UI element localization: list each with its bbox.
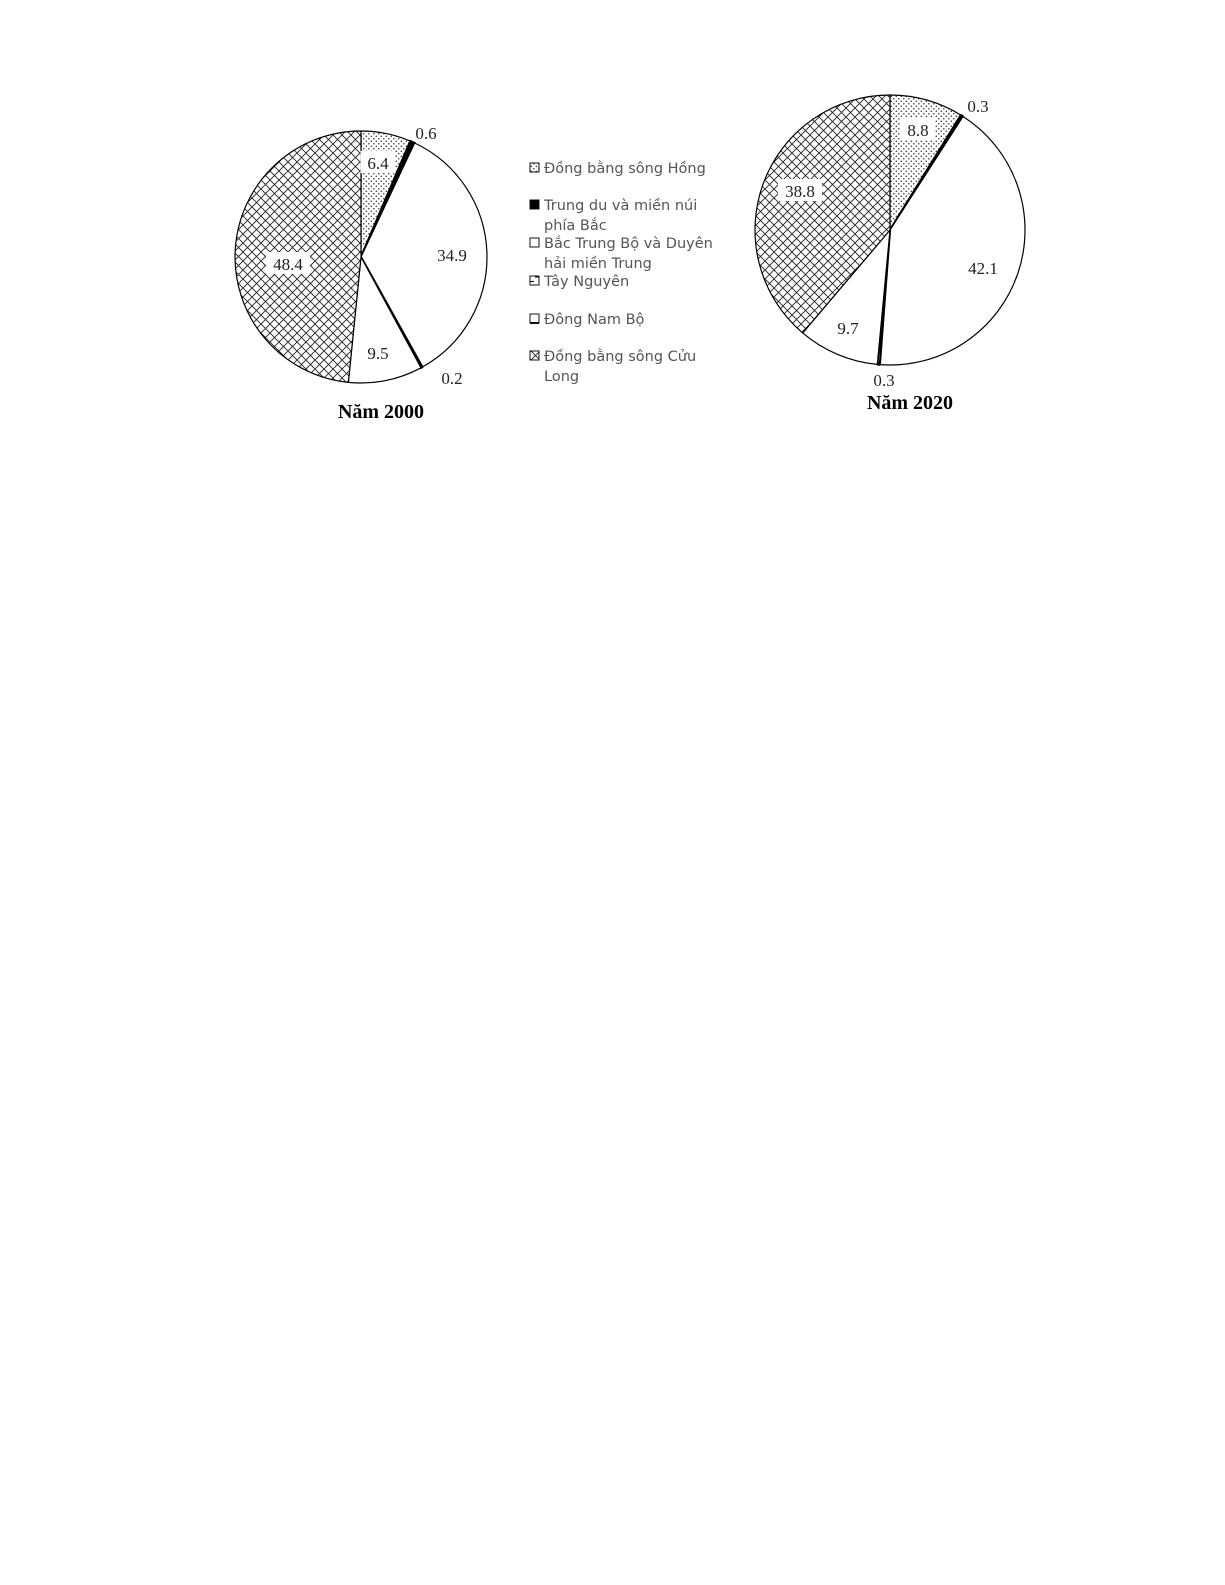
legend-swatch-dbscl xyxy=(530,351,539,360)
pie-0-value-label-dbsh: 6.4 xyxy=(367,154,389,173)
legend-swatch-dbsh xyxy=(530,163,539,172)
legend-item-dbsh xyxy=(530,160,706,177)
pie-1-value-label-dbsh: 8.8 xyxy=(907,121,929,140)
pie-0-value-label-tdmn: 0.6 xyxy=(415,124,437,143)
legend-item-dbscl xyxy=(530,348,696,385)
pie-1 xyxy=(755,95,1025,414)
pie-0-value-label-dnb: 9.5 xyxy=(367,344,389,363)
legend-label-tdmn-line-0: Trung du và miền núi xyxy=(544,198,698,214)
legend-label-dbsh-line-0: Đồng bằng sông Hồng xyxy=(544,161,706,177)
legend-label-dbscl-line-1: Long xyxy=(544,369,580,385)
legend-label-dbscl-line-0: Đồng bằng sông Cửu xyxy=(544,349,697,365)
pie-1-value-label-tn: 0.3 xyxy=(873,371,895,390)
legend-swatch-tdmn xyxy=(530,200,539,209)
legend-label-tn-line-0: Tây Nguyên xyxy=(544,274,630,290)
pie-1-title: Năm 2020 xyxy=(866,392,954,414)
legend-item-tdmn xyxy=(530,197,697,234)
legend-label-btb-line-1: hải miền Trung xyxy=(544,256,652,272)
pie-0-value-label-tn: 0.2 xyxy=(441,369,463,388)
pie-1-value-label-btb: 42.1 xyxy=(968,259,998,278)
legend-label-tdmn-line-1: phía Bắc xyxy=(544,218,607,234)
legend-label-dnb-line-0: Đông Nam Bộ xyxy=(544,312,645,328)
pie-0-value-label-btb: 34.9 xyxy=(437,246,467,265)
pie-0-title: Năm 2000 xyxy=(337,401,425,423)
pie-1-value-label-tdmn: 0.3 xyxy=(967,97,989,116)
pie-1-value-label-dnb: 9.7 xyxy=(837,319,859,338)
pie-0 xyxy=(235,124,487,423)
legend-swatch-dnb xyxy=(530,314,539,323)
legend-item-btb xyxy=(530,235,713,272)
pie-chart-figure xyxy=(0,0,1225,470)
legend-item-tn xyxy=(530,274,629,290)
legend-item-dnb xyxy=(530,312,645,328)
pie-chart-svg xyxy=(0,0,1225,470)
legend-swatch-tn xyxy=(530,276,539,285)
legend-label-btb-line-0: Bắc Trung Bộ và Duyên xyxy=(544,236,713,252)
legend-swatch-btb xyxy=(530,238,539,247)
pie-0-value-label-dbscl: 48.4 xyxy=(273,255,303,274)
legend xyxy=(530,160,713,385)
pie-1-value-label-dbscl: 38.8 xyxy=(785,182,815,201)
